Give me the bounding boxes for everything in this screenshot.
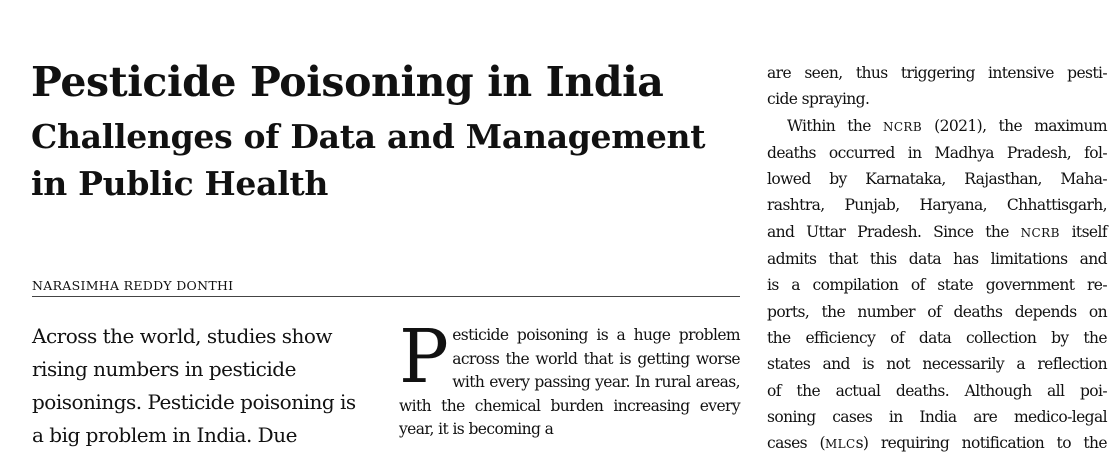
drop-cap: P bbox=[399, 314, 449, 400]
right-column-line: ports, the number of deaths depends on bbox=[767, 302, 1107, 321]
right-column-line: cases (MLCs) requiring notification to the bbox=[767, 434, 1107, 453]
right-column-line: is a compilation of state government re- bbox=[767, 276, 1107, 295]
author-byline: NARASIMHA REDDY DONTHI bbox=[32, 278, 234, 293]
body-paragraph bbox=[399, 314, 740, 442]
right-column-line: and Uttar Pradesh. Since the NCRB itself bbox=[767, 222, 1107, 241]
right-column-text bbox=[767, 60, 1107, 457]
right-column-line: are seen, thus triggering intensive pesti- bbox=[767, 64, 1107, 82]
article-subtitle: Challenges of Data and Management in Public Health bbox=[31, 117, 706, 203]
right-column-line: admits that this data has limitations and bbox=[767, 250, 1107, 269]
right-column-line: of the actual deaths. Although all poi- bbox=[767, 381, 1107, 400]
right-column-line: cide spraying. bbox=[767, 90, 870, 109]
body-paragraph-text: esticide poisoning is a huge problem across the world that is getting worse with every passing year. In rural areas, with the chemical burden increasing every year, it is becoming a bbox=[399, 326, 740, 438]
abstract-text: Across the world, studies show rising numbers in pesticide poisonings. Pesticide poisoning is a big problem in India. Due bbox=[32, 324, 356, 447]
right-column-line: lowed by Karnataka, Rajasthan, Maha- bbox=[767, 170, 1107, 189]
article-title: Pesticide Poisoning in India bbox=[31, 58, 664, 106]
right-column-line: the efficiency of data collection by the bbox=[767, 328, 1107, 347]
byline-divider bbox=[32, 296, 740, 297]
right-column-line: Within the NCRB (2021), the maximum bbox=[787, 116, 1108, 135]
right-column-line: states and is not necessarily a reflection bbox=[767, 355, 1107, 374]
right-column-line: rashtra, Punjab, Haryana, Chhattisgarh, bbox=[767, 196, 1107, 215]
right-column-line: soning cases in India are medico-legal bbox=[767, 407, 1107, 426]
right-column-line: deaths occurred in Madhya Pradesh, fol- bbox=[767, 143, 1107, 162]
